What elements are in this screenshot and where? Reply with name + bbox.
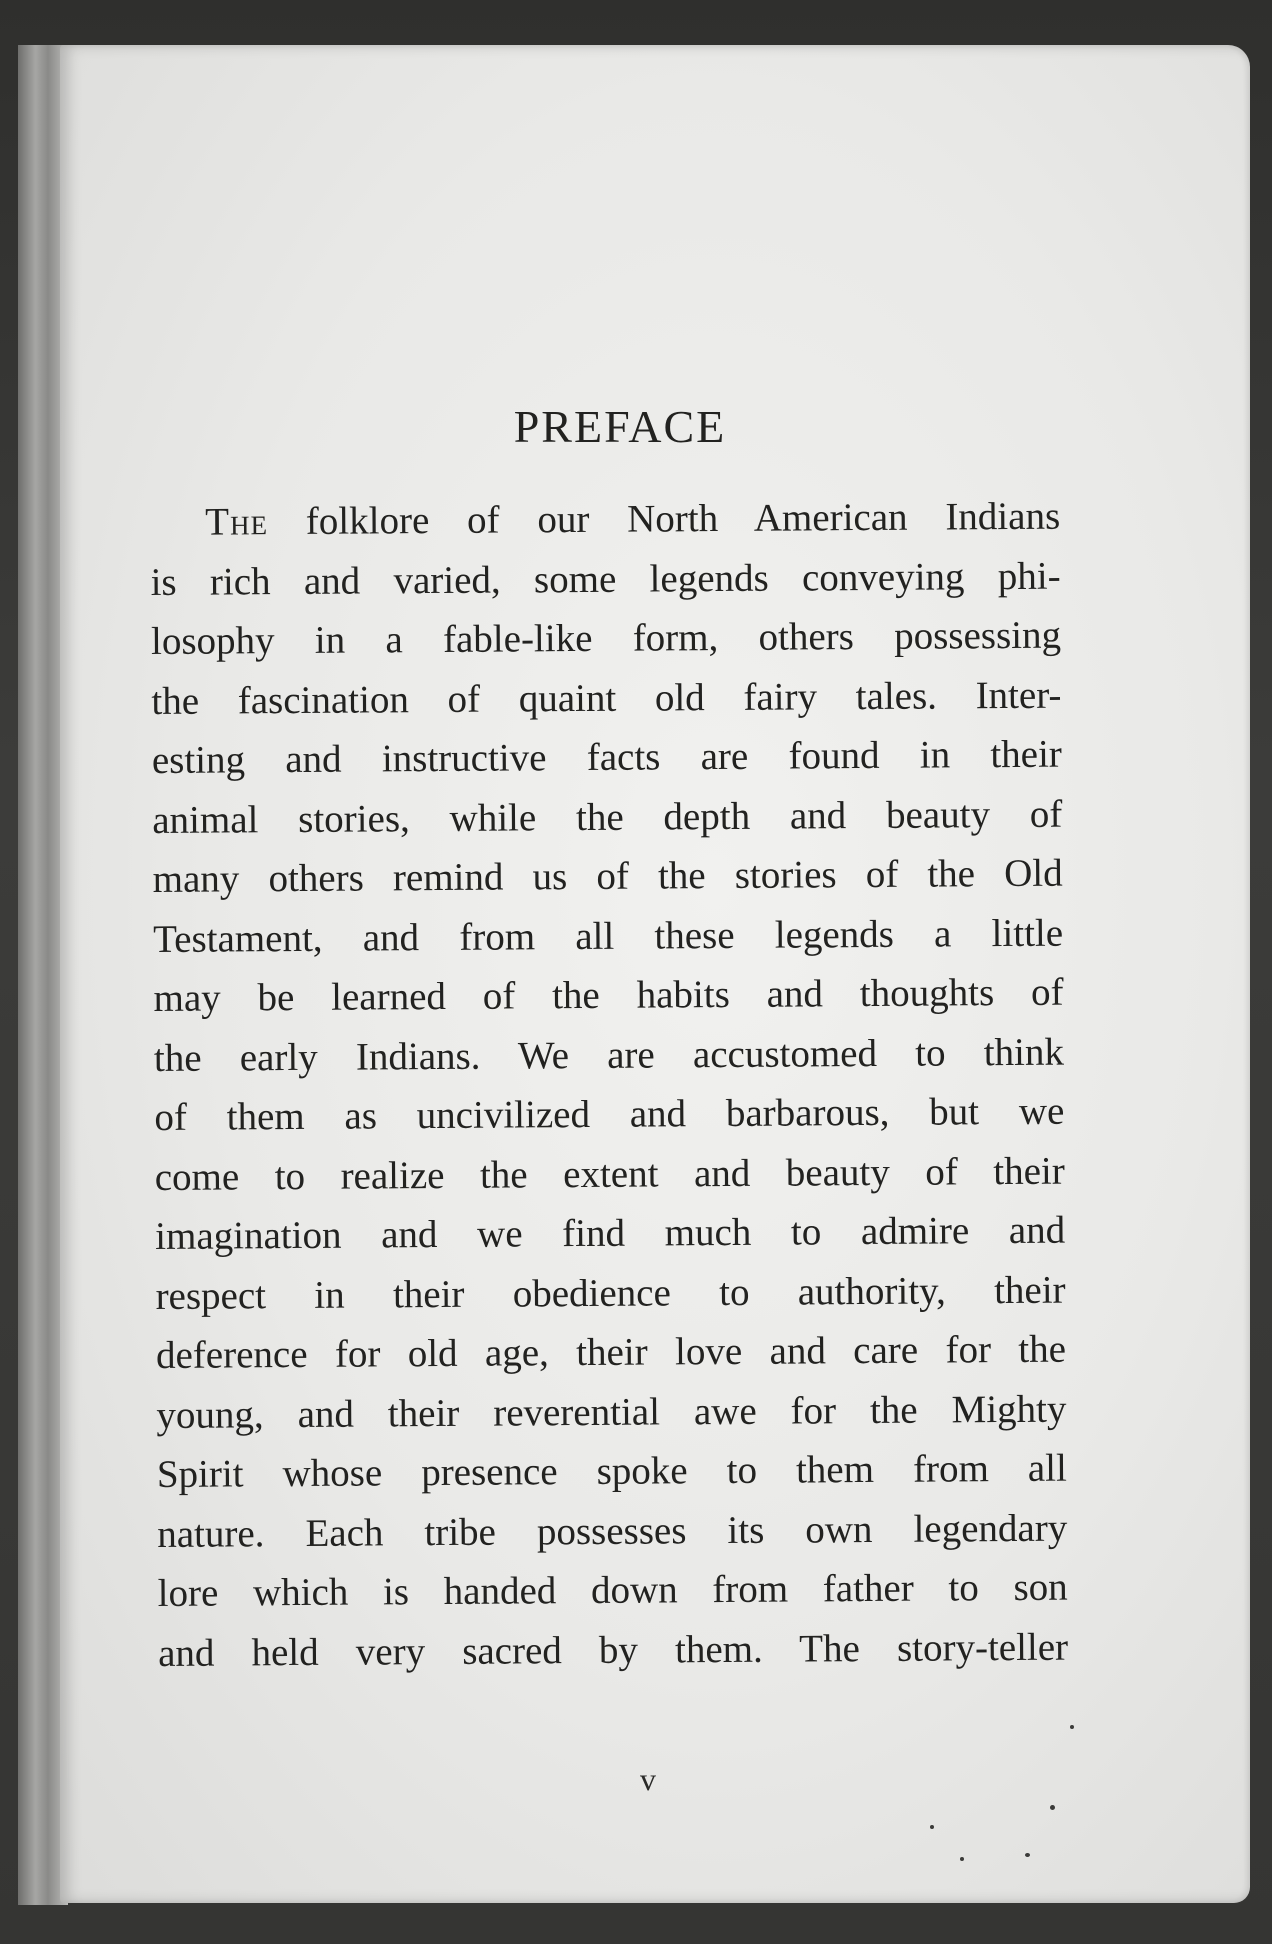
paper-speck: [960, 1857, 964, 1861]
text-line: and held very sacred by them. The story-teller: [157, 1625, 1069, 1675]
text-line: Testament, and from all these legends a little: [152, 911, 1064, 961]
text-line: Spirit whose presence spoke to them from all: [156, 1446, 1067, 1496]
text-line: the early Indians. We are accustomed to think: [153, 1030, 1065, 1080]
paper-speck: [1025, 1853, 1030, 1857]
text-line: nature. Each tribe possesses its own legendary: [157, 1506, 1068, 1556]
page-body: [150, 400, 1069, 1683]
lead-word: The: [205, 500, 269, 544]
text-line: young, and their reverential awe for the Mighty: [156, 1387, 1067, 1437]
page-number: v: [640, 1761, 656, 1797]
line-text: folklore of our North American Indians: [267, 494, 1061, 544]
text-line: animal stories, while the depth and beauty of: [152, 792, 1063, 842]
paper-speck: [1070, 1725, 1074, 1729]
text-line: is rich and varied, some legends conveying phi-: [150, 554, 1061, 604]
page-heading: PREFACE: [513, 401, 727, 452]
text-line: imagination and we find much to admire and: [155, 1208, 1066, 1258]
text-line: many others remind us of the stories of the Old: [152, 851, 1063, 901]
text-line: lore which is handed down from father to son: [157, 1565, 1068, 1615]
text-line: losophy in a fable-like form, others possessing: [150, 613, 1062, 663]
paper-speck: [1050, 1805, 1055, 1810]
text-line: deference for old age, their love and care for the: [155, 1327, 1067, 1377]
text-line: the fascination of quaint old fairy tales. Inter-: [151, 673, 1062, 723]
preface-paragraph: [150, 487, 1068, 1683]
book-page: [60, 45, 1250, 1903]
text-line: respect in their obedience to authority, their: [155, 1268, 1066, 1318]
text-line: may be learned of the habits and thoughts of: [153, 970, 1064, 1020]
text-line: come to realize the extent and beauty of their: [154, 1149, 1065, 1199]
text-line: of them as uncivilized and barbarous, but we: [154, 1089, 1065, 1139]
text-line: [150, 487, 1060, 553]
text-line: esting and instructive facts are found in their: [151, 732, 1062, 782]
paper-speck: [930, 1825, 934, 1829]
